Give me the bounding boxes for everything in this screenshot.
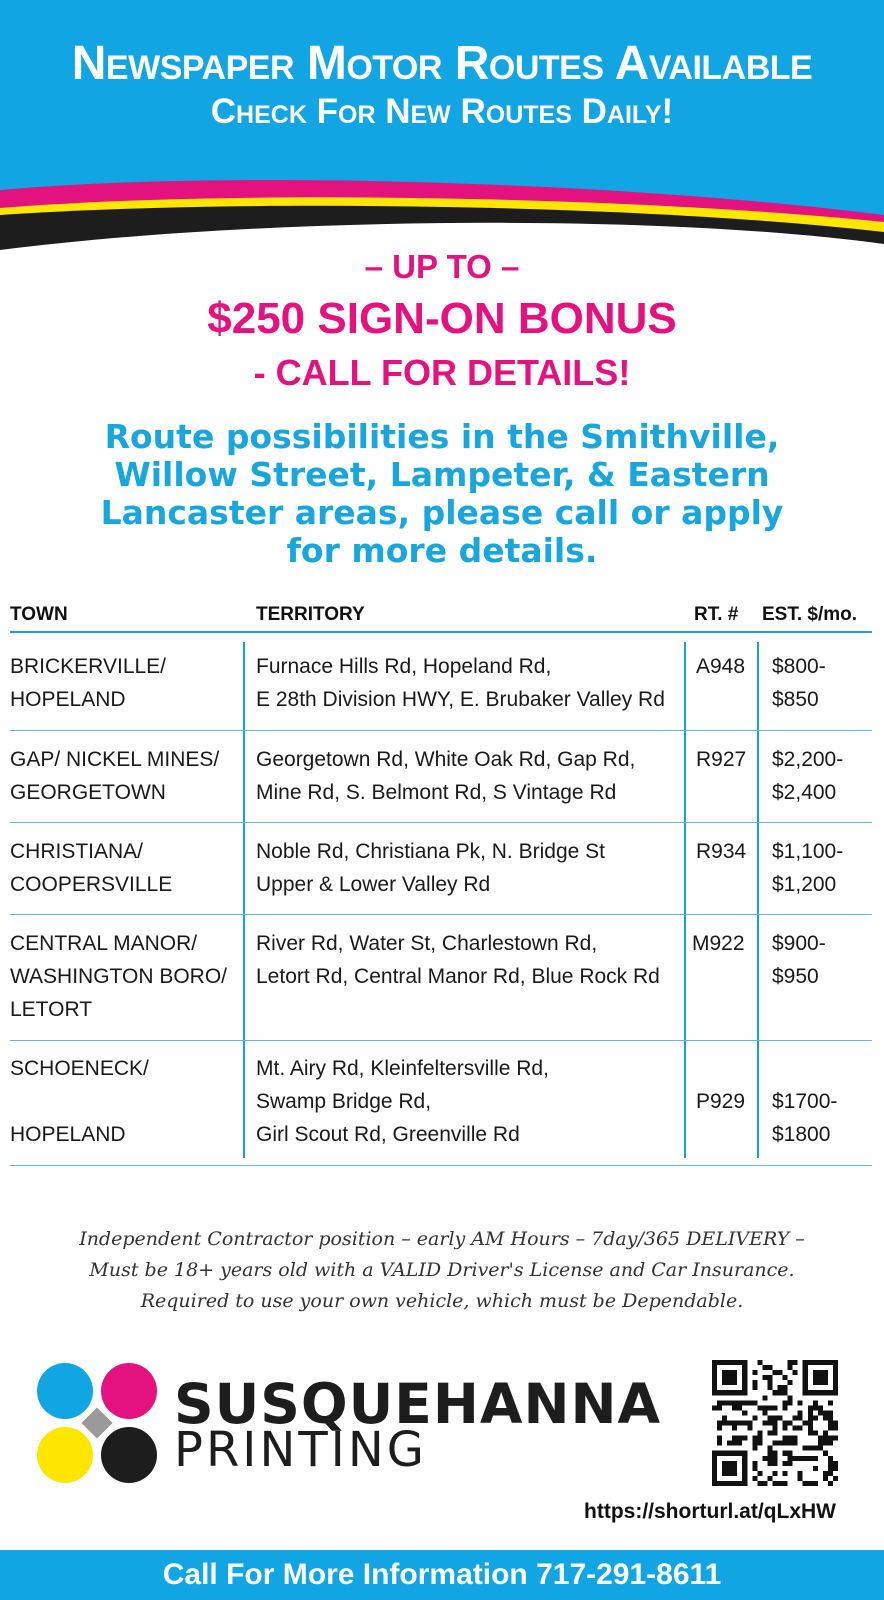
cell-est: $900- $950 <box>772 932 826 988</box>
header-route: RT. # <box>694 604 739 625</box>
bonus-upto: – UP TO – <box>364 248 520 285</box>
header-territory: TERRITORY <box>256 604 365 625</box>
cell-territory: Mt. Airy Rd, Kleinfeltersville Rd, Swamp Bridge Rd, Girl Scout Rd, Greenville Rd <box>256 1057 549 1146</box>
cell-town: SCHOENECK/ HOPELAND <box>10 1057 149 1146</box>
column-divider <box>757 642 759 1158</box>
column-divider <box>684 642 686 1158</box>
bonus-call: - CALL FOR DETAILS! <box>253 352 631 393</box>
column-divider <box>243 642 245 1158</box>
areas-description: Route possibilities in the Smithville, Willow Street, Lampeter, & Eastern Lancaster areas, please call or apply for more details. <box>100 417 784 570</box>
cell-territory: River Rd, Water St, Charlestown Rd, Letort Rd, Central Manor Rd, Blue Rock Rd <box>256 932 660 988</box>
cell-est: $1,100- $1,200 <box>772 840 844 896</box>
brand-subname: PRINTING <box>174 1422 427 1478</box>
header-town: TOWN <box>10 604 68 625</box>
cell-est: $1700- $1800 <box>772 1090 838 1146</box>
printing-logo-icon <box>36 1362 158 1484</box>
row-divider <box>10 822 872 823</box>
cell-route: R927 <box>696 748 747 771</box>
row-divider <box>10 1040 872 1041</box>
cell-est: $800- $850 <box>772 655 826 711</box>
cell-route: R934 <box>696 840 747 863</box>
page-subtitle: Check For New Routes Daily! <box>210 92 674 131</box>
short-url-link[interactable]: https://shorturl.at/qLxHW <box>584 1500 836 1523</box>
cell-est: $2,200- $2,400 <box>772 748 844 804</box>
cell-territory: Georgetown Rd, White Oak Rd, Gap Rd, Mine Rd, S. Belmont Rd, S Vintage Rd <box>256 748 636 804</box>
cell-town: GAP/ NICKEL MINES/ GEORGETOWN <box>10 748 220 804</box>
row-divider <box>10 730 872 731</box>
header-est: EST. $/mo. <box>762 604 858 625</box>
cell-town: BRICKERVILLE/ HOPELAND <box>10 655 167 711</box>
cell-route: P929 <box>696 1090 746 1113</box>
row-divider <box>10 1165 872 1166</box>
decorative-wave <box>0 160 884 260</box>
cell-route: M922 <box>692 932 745 955</box>
row-divider <box>10 914 872 915</box>
cell-territory: Noble Rd, Christiana Pk, N. Bridge St Upper & Lower Valley Rd <box>256 840 605 896</box>
cell-town: CENTRAL MANOR/ WASHINGTON BORO/ LETORT <box>10 932 228 1021</box>
bonus-amount: $250 SIGN-ON BONUS <box>207 294 677 343</box>
cell-route: A948 <box>696 655 746 678</box>
header-banner <box>0 0 884 260</box>
table-header-divider <box>10 631 872 633</box>
brand-name: SUSQUEHANNA <box>174 1372 662 1436</box>
footer-phone-banner: Call For More Information 717-291-8611 <box>0 1550 884 1600</box>
qr-code-icon[interactable] <box>712 1360 838 1486</box>
requirements-notes: Independent Contractor position – early AM Hours – 7day/365 DELIVERY – Must be 18+ years old with a VALID Driver's License and Car Insurance. Required to use your own vehicle, which must be Dependable. <box>79 1228 805 1312</box>
cell-town: CHRISTIANA/ COOPERSVILLE <box>10 840 173 896</box>
cell-territory: Furnace Hills Rd, Hopeland Rd, E 28th Division HWY, E. Brubaker Valley Rd <box>256 655 665 711</box>
page-title: Newspaper Motor Routes Available <box>71 37 813 90</box>
